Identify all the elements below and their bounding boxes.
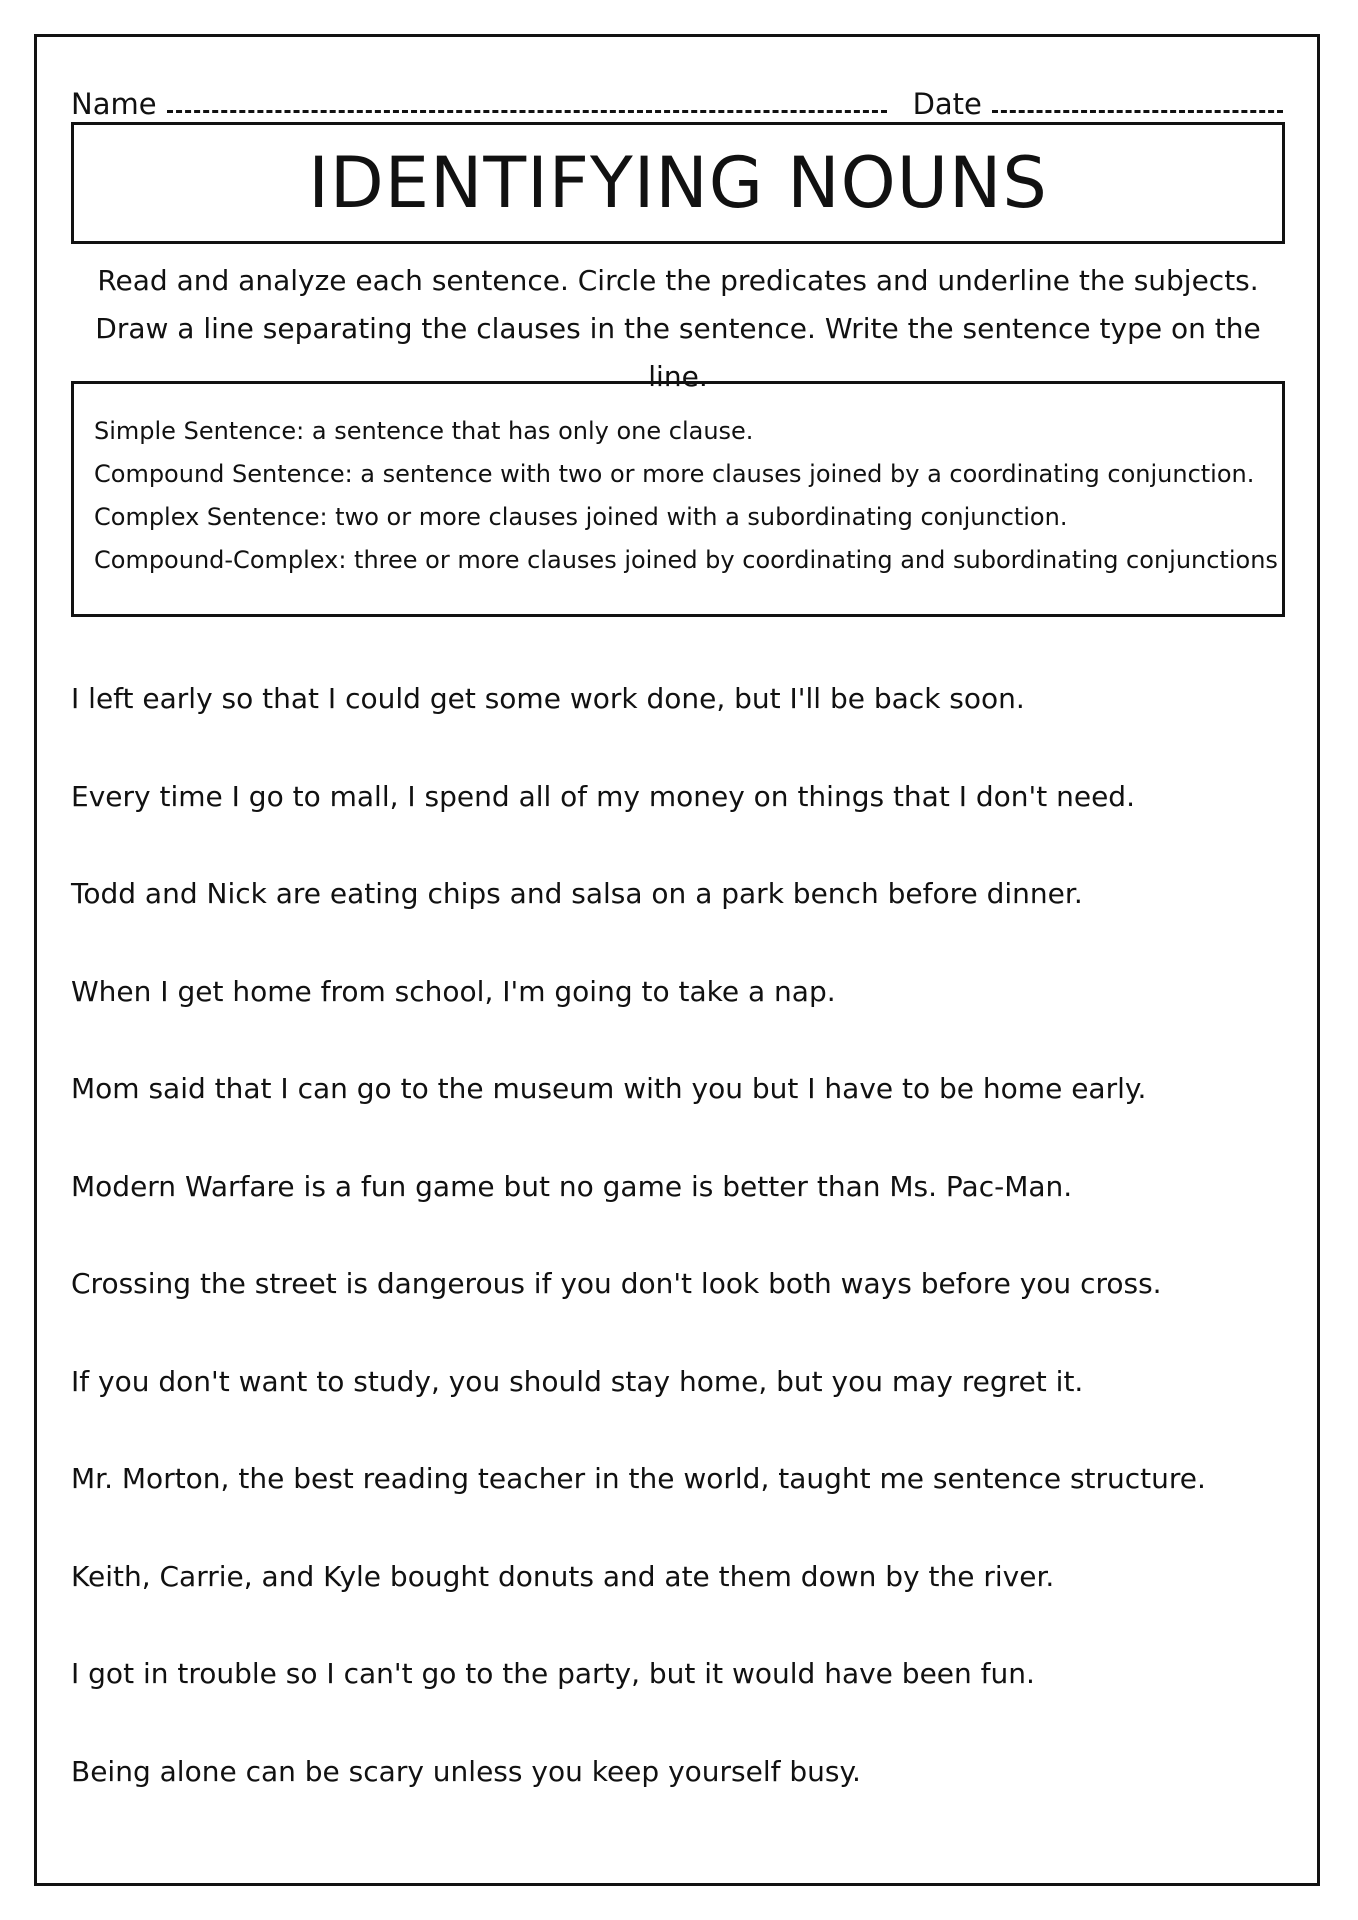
date-blank-line[interactable] xyxy=(992,110,1283,113)
sentence-item: Mom said that I can go to the museum with you but I have to be home early. xyxy=(71,1072,1147,1105)
date-label: Date xyxy=(912,87,982,121)
sentence-item: Keith, Carrie, and Kyle bought donuts and ate them down by the river. xyxy=(71,1559,1055,1593)
name-label: Name xyxy=(71,87,157,121)
sentence-item: When I get home from school, I'm going to take a nap. xyxy=(71,974,836,1008)
sentence-item: Being alone can be scary unless you keep yourself busy. xyxy=(71,1754,861,1788)
instructions-text: Read and analyze each sentence. Circle the predicates and underline the subjects. Draw a line separating the clauses in the sentence. Write the sentence type on the line. xyxy=(95,264,1261,393)
sentence-item: Modern Warfare is a fun game but no game is better than Ms. Pac-Man. xyxy=(71,1169,1073,1203)
sentence-item: Todd and Nick are eating chips and salsa on a park bench before dinner. xyxy=(71,877,1083,910)
name-date-row xyxy=(71,69,1283,121)
definition-compound: Compound Sentence: a sentence with two or more clauses joined by a coordinating conjunction. xyxy=(94,460,1255,488)
sentence-list xyxy=(71,679,1285,1849)
name-blank-line[interactable] xyxy=(167,110,887,113)
definition-simple: Simple Sentence: a sentence that has only one clause. xyxy=(94,417,754,445)
definition-compound-complex: Compound-Complex: three or more clauses joined by coordinating and subordinating conjunctions xyxy=(94,546,1278,574)
page-title: IDENTIFYING NOUNS xyxy=(308,142,1048,224)
sentence-item: I left early so that I could get some work done, but I'll be back soon. xyxy=(71,682,1025,715)
sentence-item: I got in trouble so I can't go to the party, but it would have been fun. xyxy=(71,1657,1035,1690)
worksheet-page xyxy=(34,34,1320,1886)
sentence-item: Mr. Morton, the best reading teacher in the world, taught me sentence structure. xyxy=(71,1462,1206,1495)
definition-complex: Complex Sentence: two or more clauses joined with a subordinating conjunction. xyxy=(94,503,1068,531)
sentence-item: Every time I go to mall, I spend all of my money on things that I don't need. xyxy=(71,779,1135,813)
sentence-item: Crossing the street is dangerous if you don't look both ways before you cross. xyxy=(71,1267,1162,1300)
definitions-box xyxy=(71,381,1285,617)
title-box xyxy=(71,122,1285,244)
sentence-item: If you don't want to study, you should stay home, but you may regret it. xyxy=(71,1364,1084,1398)
